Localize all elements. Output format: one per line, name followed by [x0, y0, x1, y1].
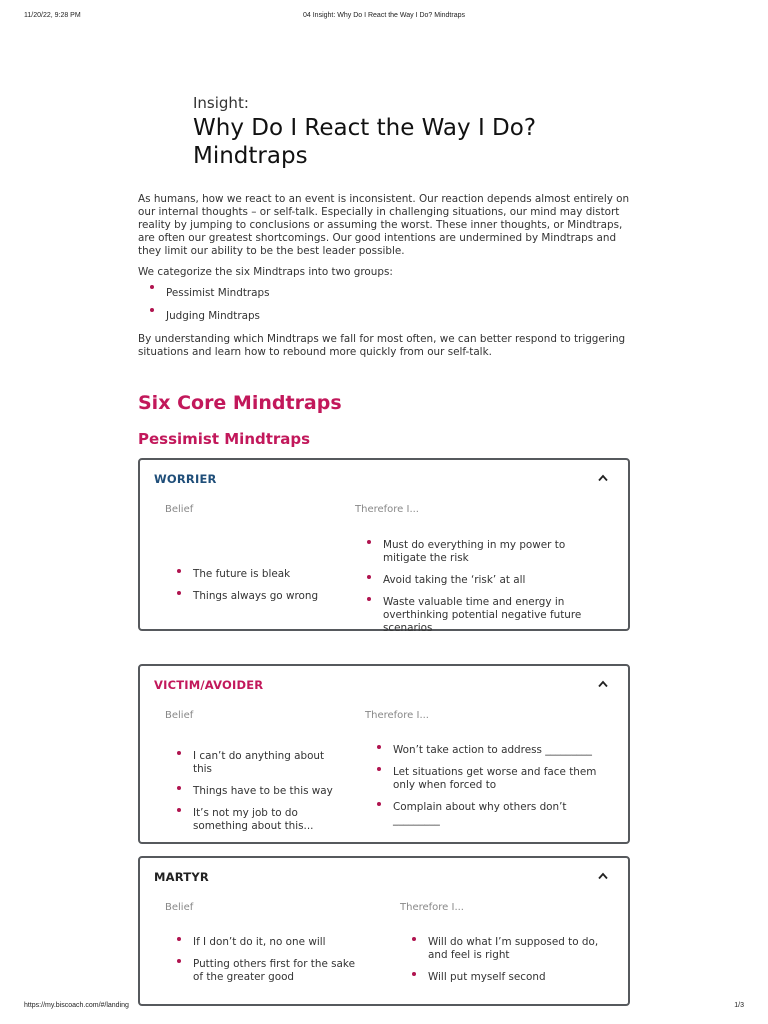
bullet-icon — [367, 575, 371, 579]
therefore-text: Will put myself second — [428, 971, 546, 983]
page-eyebrow: Insight: — [193, 94, 249, 112]
list-item — [138, 287, 630, 300]
list-item — [367, 596, 587, 635]
therefore-list — [412, 936, 612, 993]
bullet-icon — [377, 745, 381, 749]
therefore-text: Waste valuable time and energy in overthinking potential negative future scenarios — [383, 596, 582, 634]
therefore-text: Let situations get worse and face them only when forced to — [393, 766, 597, 791]
bullet-icon — [177, 569, 181, 573]
list-item — [177, 807, 342, 833]
list-item — [412, 936, 612, 962]
print-header — [0, 12, 768, 24]
bullet-icon — [177, 959, 181, 963]
print-url: https://my.biscoach.com/#/landing — [24, 1002, 129, 1009]
belief-text: The future is bleak — [193, 568, 291, 580]
list-item — [138, 310, 630, 323]
groups-list — [138, 287, 630, 323]
print-footer — [0, 1002, 768, 1014]
belief-text: I can’t do anything about this — [193, 750, 325, 775]
belief-list — [177, 750, 342, 842]
therefore-text: Won’t take action to address _________ — [393, 744, 592, 756]
belief-text: It’s not my job to do something about this... — [193, 807, 314, 832]
chevron-up-icon[interactable] — [598, 474, 608, 482]
therefore-text: Complain about why others don’t _________ — [393, 801, 567, 826]
bullet-icon — [177, 751, 181, 755]
page-title: Why Do I React the Way I Do? Mindtraps — [193, 115, 537, 169]
list-item — [177, 936, 367, 949]
therefore-text: Must do everything in my power to mitigate the risk — [383, 539, 566, 564]
bullet-icon — [177, 808, 181, 812]
belief-label: Belief — [165, 902, 194, 913]
belief-text: Things have to be this way — [193, 785, 333, 797]
card-title: MARTYR — [154, 870, 209, 884]
bullet-icon — [367, 597, 371, 601]
list-item — [412, 971, 612, 984]
chevron-up-icon[interactable] — [598, 872, 608, 880]
list-item — [367, 574, 587, 587]
bullet-icon — [177, 937, 181, 941]
belief-list — [177, 936, 367, 993]
bullet-icon — [177, 591, 181, 595]
list-item — [177, 785, 342, 798]
card-title: WORRIER — [154, 472, 217, 486]
bullet-icon — [150, 308, 154, 312]
intro-text — [138, 193, 630, 367]
list-item — [377, 744, 597, 757]
therefore-list — [377, 744, 597, 836]
mindtrap-card-victim-avoider[interactable] — [138, 664, 630, 844]
section-title: Six Core Mindtraps — [138, 392, 342, 414]
mindtrap-card-martyr[interactable] — [138, 856, 630, 1006]
group-label: Pessimist Mindtraps — [166, 287, 270, 299]
list-item — [377, 766, 597, 792]
list-item — [177, 958, 367, 984]
bullet-icon — [412, 937, 416, 941]
therefore-label: Therefore I... — [365, 710, 429, 721]
list-item — [177, 590, 327, 603]
list-item — [377, 801, 597, 827]
card-title: VICTIM/AVOIDER — [154, 678, 264, 692]
chevron-up-icon[interactable] — [598, 680, 608, 688]
intro-paragraph-1: As humans, how we react to an event is inconsistent. Our reaction depends almost entirely on our internal thoughts – or self-talk. Especially in challenging situations, our mind may distort reality by jumping to conclusions or assuming the worst. These inner thoughts, or Mindtraps, are often our greatest shortcomings. Our good intentions are undermined by Mindtraps and they limit our ability to be the best leader possible. — [138, 193, 630, 257]
bullet-icon — [412, 972, 416, 976]
print-datetime: 11/20/22, 9:28 PM — [24, 12, 81, 19]
group-label: Judging Mindtraps — [166, 310, 260, 322]
therefore-text: Will do what I’m supposed to do, and feel is right — [428, 936, 599, 961]
print-page-number: 1/3 — [734, 1002, 744, 1009]
belief-list — [177, 568, 327, 612]
therefore-list — [367, 539, 587, 644]
bullet-icon — [150, 285, 154, 289]
list-item — [177, 750, 342, 776]
print-doc-title: 04 Insight: Why Do I React the Way I Do? Mindtraps — [303, 12, 465, 19]
group-title: Pessimist Mindtraps — [138, 430, 311, 448]
therefore-label: Therefore I... — [400, 902, 464, 913]
list-item — [177, 568, 327, 581]
bullet-icon — [177, 786, 181, 790]
belief-text: If I don’t do it, no one will — [193, 936, 326, 948]
bullet-icon — [367, 540, 371, 544]
intro-paragraph-2: We categorize the six Mindtraps into two groups: — [138, 266, 393, 278]
bullet-icon — [377, 802, 381, 806]
belief-label: Belief — [165, 710, 194, 721]
bullet-icon — [377, 767, 381, 771]
belief-text: Putting others first for the sake of the greater good — [193, 958, 355, 983]
belief-label: Belief — [165, 504, 194, 515]
therefore-text: Avoid taking the ‘risk’ at all — [383, 574, 526, 586]
belief-text: Things always go wrong — [193, 590, 319, 602]
therefore-label: Therefore I... — [355, 504, 419, 515]
mindtrap-card-worrier[interactable] — [138, 458, 630, 634]
intro-paragraph-3: By understanding which Mindtraps we fall for most often, we can better respond to triggering situations and learn how to rebound more quickly from our self-talk. — [138, 333, 626, 358]
list-item — [367, 539, 587, 565]
